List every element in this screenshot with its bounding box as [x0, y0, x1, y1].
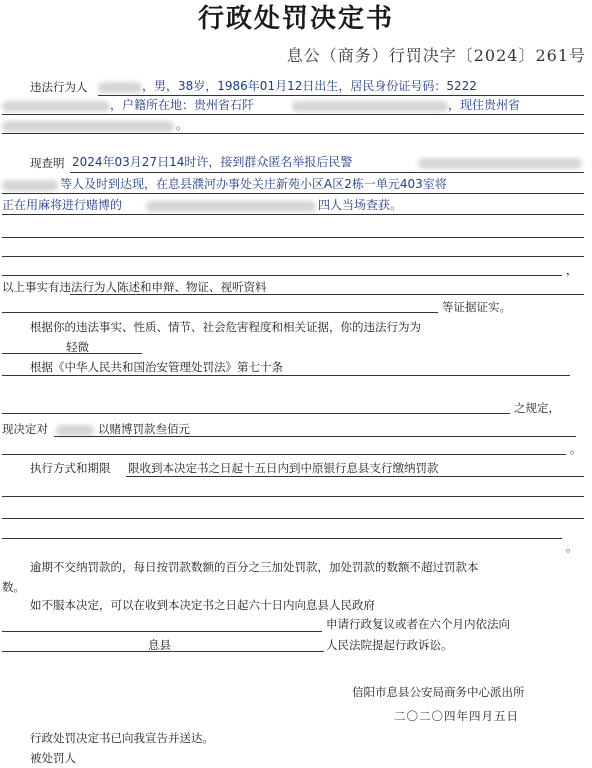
issuing-authority: 信阳市息县公安局商务中心派出所: [352, 685, 525, 699]
redacted-id-number: [2, 101, 110, 112]
redacted-address: [292, 101, 448, 112]
offender-residence: ，户籍所在地：贵州省石阡: [110, 98, 255, 112]
overdue-line-1: 逾期不交纳罚款的，每日按罚款数额的百分之三加处罚款，加处罚款的数额不超过罚款本: [30, 560, 479, 574]
fill-line: [54, 436, 576, 437]
fill-line: [2, 275, 562, 276]
fill-line: [2, 454, 566, 455]
appeal-line-1: 如不服本决定，可以在收到本决定书之日起六十日内向息县人民政府: [30, 598, 375, 612]
redacted-officers: [2, 180, 58, 191]
fill-line: [2, 237, 584, 238]
fill-line: [98, 95, 584, 96]
redacted-officers: [418, 158, 582, 169]
judgment-law-tail: 之规定，: [514, 401, 560, 415]
fill-line: [2, 256, 584, 257]
decision-text: 以赌博罚款叁佰元: [98, 422, 190, 436]
judgment-line-1: 根据你的违法事实、性质、情节、社会危害程度和相关证据，你的违法行为为: [30, 320, 421, 334]
fill-line: [70, 172, 584, 173]
fill-line: [2, 353, 142, 354]
facts-text-1: 2024年03月27日14时许，接到群众匿名举报后民警: [72, 155, 353, 169]
facts-text-3: 正在用麻将进行赌博的: [2, 198, 123, 212]
fill-line: [2, 651, 324, 652]
execution-text: 限收到本决定书之日起十五日内到中原银行息县支行缴纳罚款: [128, 461, 439, 475]
document-number: 息公（商务）行罚决字〔2024〕261号: [286, 46, 586, 65]
facts-text-2: 等人及时到达现，在息县濮河办事处关庄新苑小区A区2栋一单元403室将: [60, 177, 447, 191]
recipient-label: 被处罚人: [30, 751, 76, 765]
fill-line: [2, 114, 584, 115]
decision-label: 现决定对: [2, 422, 48, 436]
fill-line: [2, 312, 438, 313]
fill-line: [2, 133, 584, 134]
execution-period: 。: [566, 540, 578, 554]
evidence-line-1: 以上事实有违法行为人陈述和申辩、物证、视听资料: [2, 280, 267, 294]
facts-text-3-tail: 四人当场查获。: [318, 198, 403, 212]
redacted-address: [2, 121, 174, 132]
evidence-line-2: 等证据证实。: [442, 300, 511, 314]
judgment-law: 根据《中华人民共和国治安管理处罚法》第七十条: [30, 360, 283, 374]
fill-line: [126, 476, 584, 477]
overdue-line-2: 数。: [2, 580, 25, 594]
fill-line: [2, 538, 562, 539]
redacted-name: [98, 82, 142, 93]
document-title: 行政处罚决定书: [197, 4, 394, 34]
offender-label: 违法行为人: [30, 80, 88, 94]
decision-period: 。: [570, 442, 582, 456]
facts-comma: ，: [566, 263, 578, 277]
appeal-line-2: 申请行政复议或者在六个月内依法向: [326, 617, 510, 631]
offender-current-address: ，现住贵州省: [448, 98, 521, 112]
execution-label: 执行方式和期限: [30, 461, 111, 475]
fill-line: [70, 294, 584, 295]
fill-line: [2, 496, 584, 497]
appeal-line-3: 人民法院提起行政诉讼。: [326, 638, 453, 652]
fill-line: [2, 631, 322, 632]
redacted-participants: [146, 201, 316, 212]
offender-end-mark: 。: [176, 118, 189, 132]
judgment-degree: 轻微: [66, 340, 89, 354]
offender-details: ，男，38岁，1986年01月12日出生，居民身份证号码：5222: [142, 79, 477, 93]
fill-line: [2, 193, 584, 194]
fill-line: [2, 518, 584, 519]
fill-line: [2, 214, 584, 215]
issue-date: 二〇二〇四年四月五日: [394, 709, 519, 723]
redacted-name: [56, 425, 94, 436]
appeal-county: 息县: [148, 638, 171, 652]
fill-line: [2, 375, 570, 376]
fill-line: [2, 413, 510, 414]
served-statement: 行政处罚决定书已向我宣告并送达。: [30, 731, 214, 745]
facts-intro: 现查明: [30, 156, 65, 170]
